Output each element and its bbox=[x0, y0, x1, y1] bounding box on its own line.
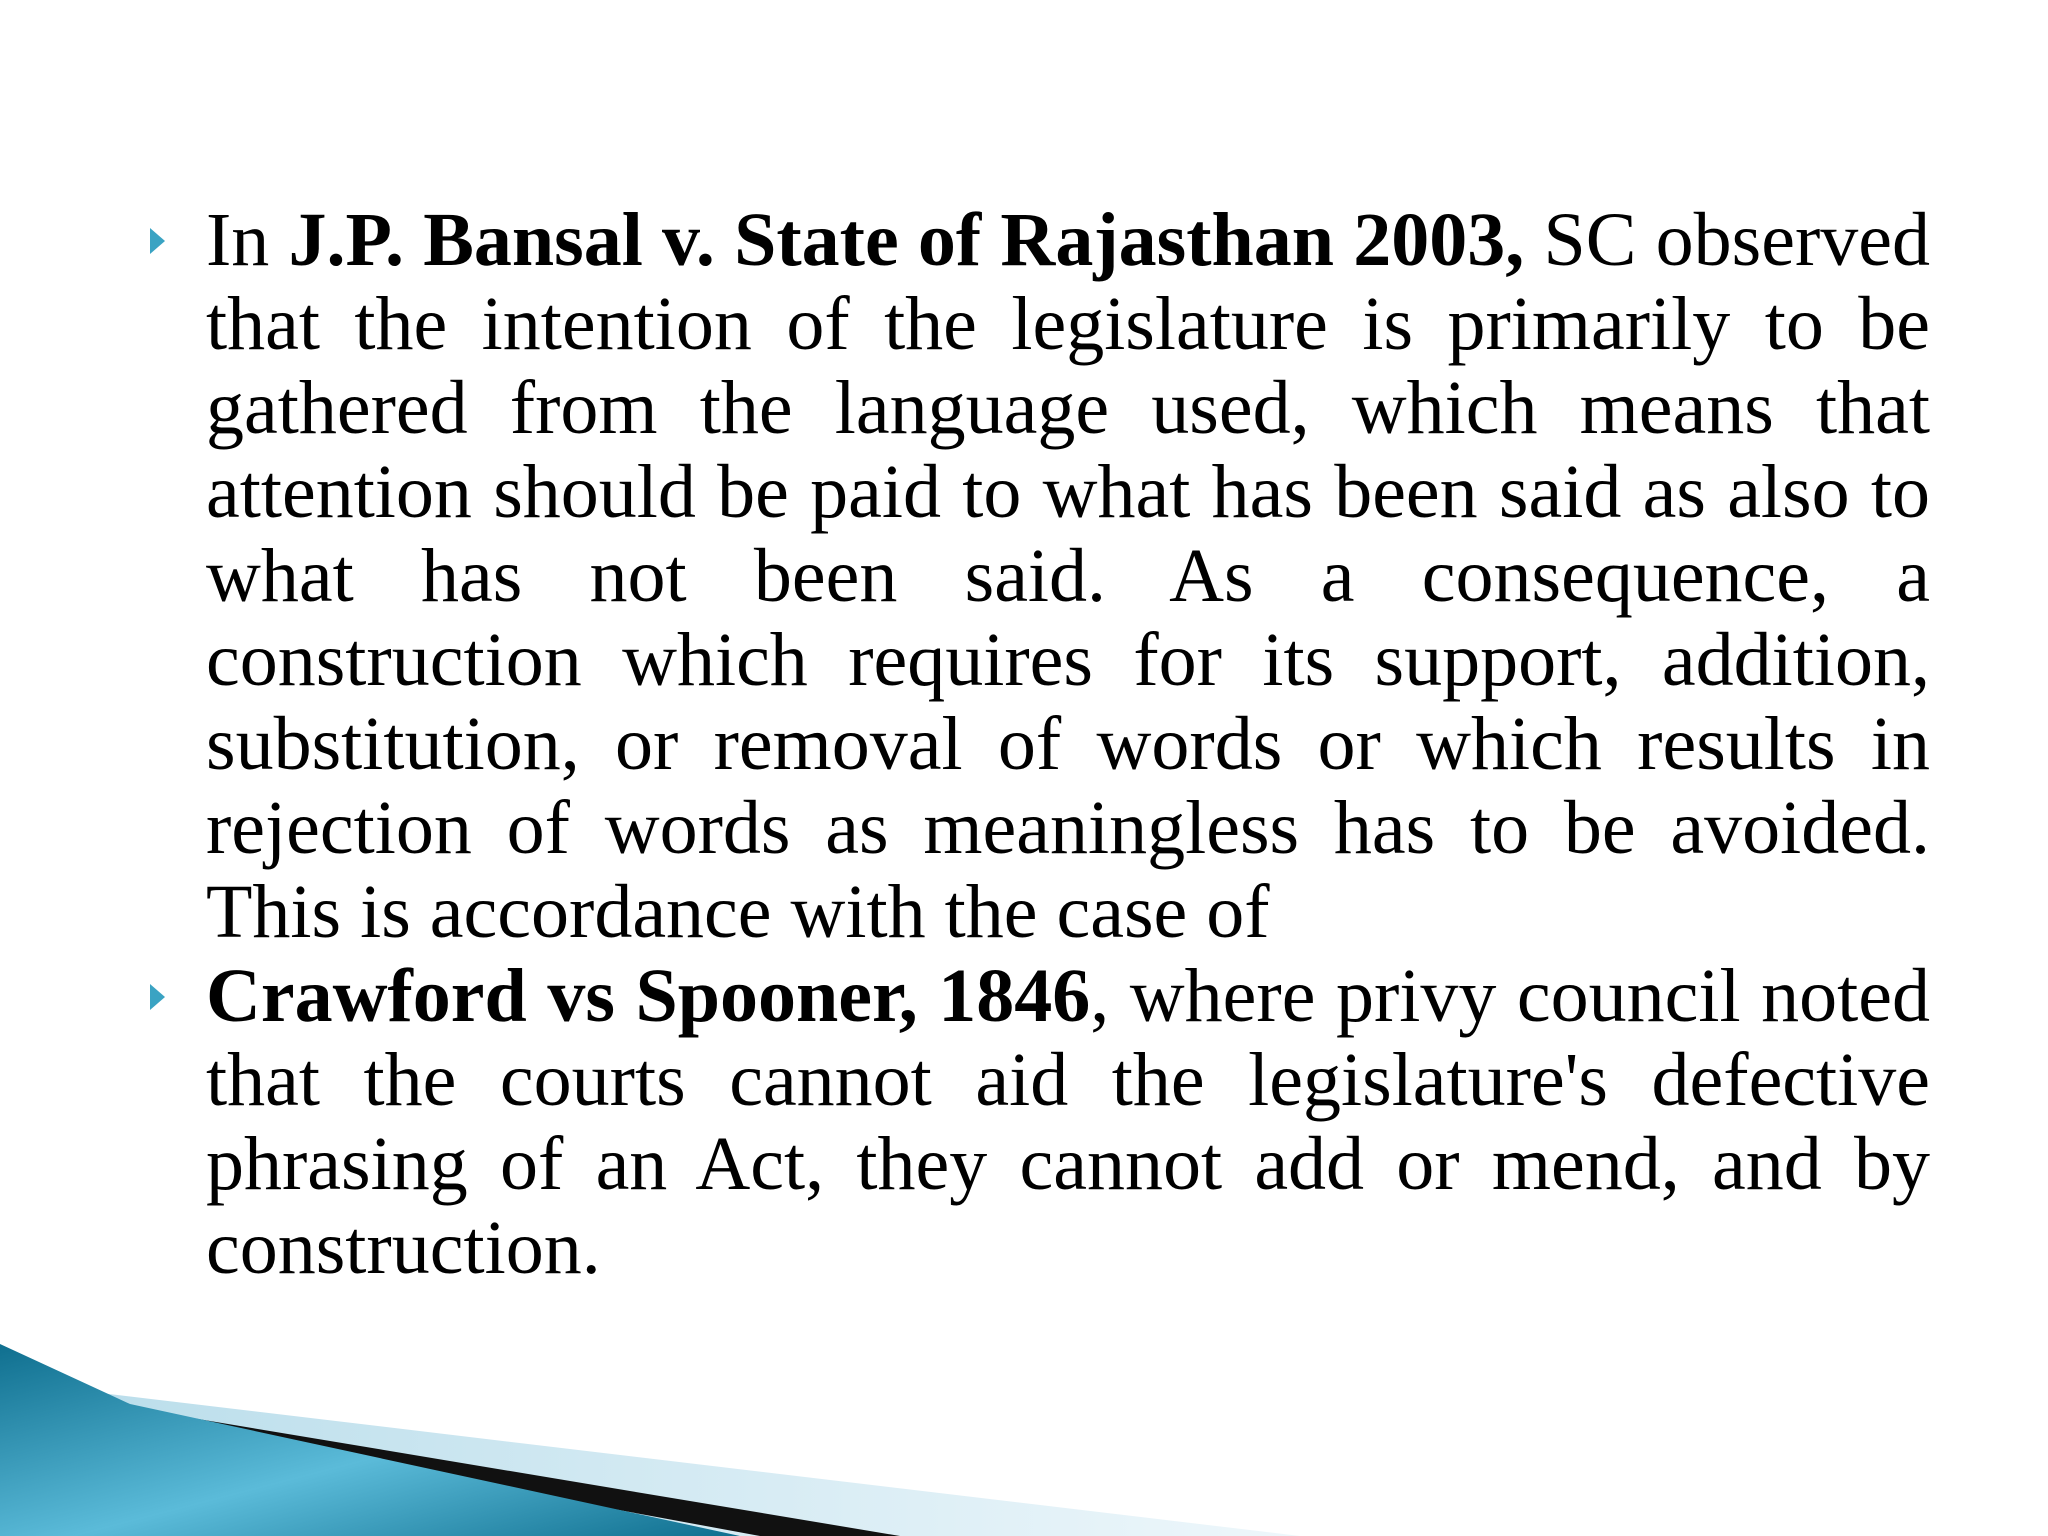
bullet-2-case-name: Crawford vs Spooner, 1846 bbox=[206, 954, 1091, 1038]
bullet-1-intro: In bbox=[206, 198, 289, 282]
triangle-bullet-icon bbox=[150, 228, 165, 254]
bullet-item-1 bbox=[148, 198, 1930, 954]
triangle-bullet-icon bbox=[150, 984, 165, 1010]
bullet-1-case-name: J.P. Bansal v. State of Rajasthan 2003, bbox=[288, 198, 1525, 282]
bullet-list bbox=[148, 198, 1930, 1290]
bullet-item-2 bbox=[148, 954, 1930, 1290]
bullet-2-text: , where privy council noted that the courts cannot aid the legislature's defective phrasing of an Act, they cannot add or mend, and by construction. bbox=[206, 954, 1930, 1290]
bullet-1-text: SC observed that the intention of the legislature is primarily to be gathered from the language used, which means that attention should be paid to what has been said as also to what has not been said. As a consequence, a construction which requires for its support, addition, substitution, or removal of words or which results in rejection of words as meaningless has to be avoided. This is accordance with the case of bbox=[206, 198, 1931, 954]
corner-decoration bbox=[0, 1306, 1300, 1536]
